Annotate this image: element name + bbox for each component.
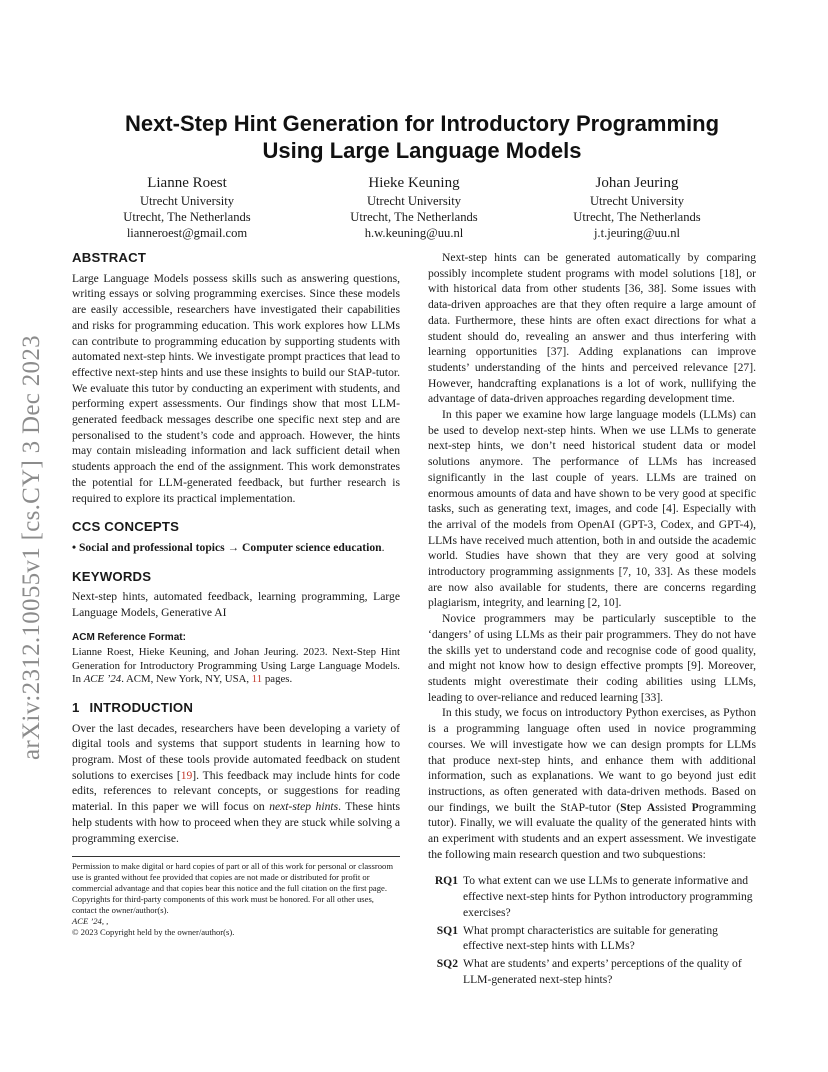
footnote-venue: ACE ’24, ,: [72, 916, 109, 927]
body-text: ep: [630, 800, 647, 814]
body-paragraph: Next-step hints can be generated automatically by comparing possibly incomplete student programs with model solutions [18], or with historical data from other students [36, 38]. Some issues with data-driven approaches are that they often require a large amount of data. Furthermore, these hints are often exact directions for what a student should do, revealing an answer and thus interfering with learning opportunities [37]. Adding explanations can improve students’ understanding of the hints and perceived relevance [27]. However, handcrafting explanations is a lot of work, nullifying the advantage of data-driven approaches regarding development time.: [428, 251, 756, 406]
question-label: RQ1: [434, 874, 458, 888]
author-location: Utrecht, The Netherlands: [573, 210, 701, 224]
question-text: To what extent can we use LLMs to generate informative and effective next-step hints for Python introductory programming exercises?: [463, 874, 753, 919]
acm-reference-label: ACM Reference Format:: [72, 631, 186, 643]
question-label: SQ2: [436, 956, 458, 970]
author-name: Johan Jeuring: [595, 175, 679, 191]
body-paragraph: In this paper we examine how large language models (LLMs) can be used to develop next-step hints. When we use LLMs to generate next-step hints, we don’t need historical student data or model solutions anymore. The performance of LLMs has increased significantly in the last couple of years. LLMs are trained on enormous amounts of data and have shown to be very good at specific tasks, such as generating text, images, and code [4]. Especially with the arrival of the models from OpenAI (GPT-3, Codex, and GPT-4), LLMs have received much attention, both in and outside the academic world. Studies have shown that they are very good at solving introductory programming assignments [7, 10, 33]. As these models are now also available for students, there are concerns regarding plagiarism, integrity, and learning [2, 10].: [428, 408, 756, 610]
acm-reference-part: pages.: [262, 673, 293, 686]
intro-text: Over the last decades, researchers have been developing a variety of digital tools and systems that support students in learning how to program. Most of these tools provide automated feedback on student solutions to exercises [: [72, 721, 400, 782]
acm-reference-venue: ACE ’24: [83, 673, 122, 686]
left-column: [72, 250, 400, 938]
intro-text: ]. This feedback may include hints for code edits, references to relevant concepts, or suggestions for reading material. In this paper we will focus on: [72, 768, 401, 814]
body-text: ssisted: [655, 800, 692, 814]
author-affiliation: Utrecht University: [366, 194, 462, 208]
author-location: Utrecht, The Netherlands: [123, 210, 251, 224]
intro-paragraph: [72, 721, 400, 847]
author-2: [299, 174, 529, 241]
research-question: [428, 873, 756, 920]
body-text: In this study, we focus on introductory Python exercises, as Python is a programming language often used in novice programming courses. We will investigate how we can design prompts for LLMs that produce next-step hints, and enhance them with additional information, such as explanations. We want to go beyond just edit instructions, as often generated with data-driven methods. Based on our findings, we built the StAP-tutor (: [428, 706, 756, 814]
acm-reference-part: . ACM, New York, NY, USA,: [121, 673, 252, 686]
right-column: [428, 250, 756, 987]
author-1: [72, 174, 302, 241]
keywords-text: Next-step hints, automated feedback, learning programming, Large Language Models, Generative AI: [72, 590, 400, 620]
intro-text: . These hints help students with how to proceed when they are stuck while solving a programming exercise.: [72, 800, 401, 845]
footnote-divider: [72, 856, 400, 857]
title-line-1: Next-Step Hint Generation for Introductory Programming: [124, 111, 720, 136]
author-3: [522, 174, 752, 241]
author-location: Utrecht, The Netherlands: [350, 210, 478, 224]
title-line-2: Using Large Language Models: [262, 138, 582, 163]
author-name: Hieke Keuning: [368, 175, 460, 191]
ccs-text: [72, 540, 400, 556]
author-email: h.w.keuning@uu.nl: [364, 226, 464, 240]
author-name: Lianne Roest: [147, 175, 227, 191]
acronym-letter: P: [691, 800, 699, 814]
paper-title: [72, 110, 772, 164]
acm-reference-text: [72, 646, 400, 687]
ccs-tail: .: [381, 540, 385, 554]
intro-emphasis: next-step hints: [269, 800, 339, 814]
ccs-topic: • Social and professional topics → Computer science education: [72, 540, 382, 554]
author-email: j.t.jeuring@uu.nl: [593, 226, 681, 240]
arxiv-identifier: arXiv:2312.10055v1 [cs.CY] 3 Dec 2023: [18, 335, 45, 760]
section-title: INTRODUCTION: [89, 699, 194, 715]
body-paragraph: [428, 705, 756, 862]
footnote-copyright: © 2023 Copyright held by the owner/author(s).: [72, 927, 235, 938]
keywords-heading: KEYWORDS: [72, 568, 152, 584]
acronym-letter: A: [646, 800, 656, 814]
section-number: 1: [72, 699, 80, 715]
body-text: rogramming tutor). Finally, we will evaluate the quality of the generated hints with an experiment with students and an expert assessment. We investigate the following main research question and two subquestions:: [428, 800, 756, 861]
question-text: What are students’ and experts’ perceptions of the quality of LLM-generated next-step hints?: [463, 956, 742, 986]
question-label: SQ1: [436, 923, 458, 937]
acronym-letter: St: [620, 800, 631, 814]
author-affiliation: Utrecht University: [139, 194, 235, 208]
question-text: What prompt characteristics are suitable for generating effective next-step hints with LLMs?: [463, 923, 718, 953]
abstract-text: Large Language Models possess skills such as answering questions, writing essays or solving programming exercises. Since these models are easily accessible, researchers have investigated their capabilities and risks for programming education. This work explores how LLMs can contribute to programming education by supporting students with automated next-step hints. We investigate prompt practices that lead to effective next-step hints and use these insights to build our StAP-tutor. We evaluate this tutor by conducting an experiment with students, and performing expert assessments. Our findings show that most LLM-generated feedback messages describe one specific next step and are personalised to the student’s code and approach. However, the hints may contain misleading information and lack sufficient detail when students approach the end of the assignment. This work demonstrates the potential for LLM-generated feedback, but further research is required to explore its practical implementation.: [72, 271, 400, 505]
body-paragraph: Novice programmers may be particularly susceptible to the ‘dangers’ of using LLMs as their pair programmers. They do not have the skills yet to understand code and recognise code of good quality, and might not know how to design effective prompts [9]. Moreover, students might overestimate their coding abilities using LLMs, leading to over-reliance and reduced learning [33].: [428, 612, 756, 704]
permission-footnote: Permission to make digital or hard copies of part or all of this work for personal or classroom use is granted without fee provided that copies are not made or distributed for profit or commercial advantage and that copies bear this notice and the full citation on the first page. Copyrights for third-party components of this work must be honored. For all other uses, contact the owner/author(s).: [72, 861, 393, 916]
abstract-heading: ABSTRACT: [72, 250, 147, 265]
intro-heading: [72, 700, 400, 716]
citation-link[interactable]: 19: [180, 768, 193, 782]
acm-reference-pages-link[interactable]: 11: [251, 673, 263, 686]
author-affiliation: Utrecht University: [589, 194, 685, 208]
ccs-heading: CCS CONCEPTS: [72, 519, 180, 535]
author-email: lianneroest@gmail.com: [126, 226, 248, 240]
sub-question: [428, 956, 756, 987]
acm-reference-part: Lianne Roest, Hieke Keuning, and Johan Jeuring. 2023. Next-Step Hint Generation for Introductory Programming Using Large Language Models. In: [72, 646, 400, 686]
author-block: [72, 174, 772, 244]
sub-question: [428, 923, 756, 954]
